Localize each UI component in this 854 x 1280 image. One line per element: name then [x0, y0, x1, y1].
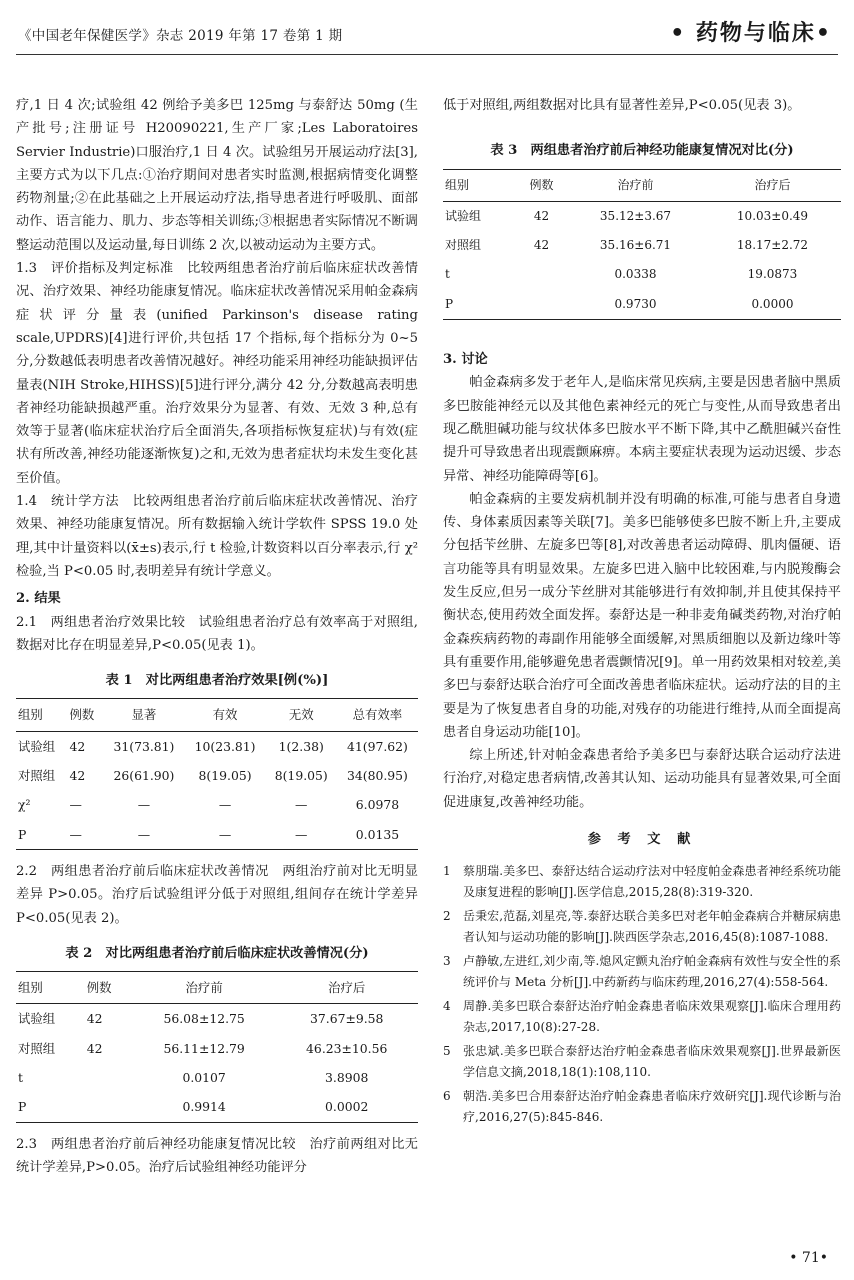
reference-text: 张忠斌.美多巴联合泰舒达治疗帕金森患者临床效果观察[J].世界最新医学信息文摘,2018,18(1):108,110. [463, 1044, 841, 1079]
table-cell: — [67, 820, 103, 850]
paragraph-result-continued: 低于对照组,两组数据对比具有显著性差异,P<0.05(见表 3)。 [443, 98, 801, 113]
table3-header: 治疗前 [567, 169, 704, 201]
table-row [16, 1004, 418, 1034]
table-cell: 34(80.95) [346, 768, 408, 784]
table-cell: 0.0107 [182, 1069, 226, 1085]
table-cell [516, 260, 567, 289]
reference-text: 岳秉宏,范磊,刘星亮,等.泰舒达联合美多巴对老年帕金森病合并糖尿病患者认知与运动功能的影响[J].陕西医学杂志,2016,45(8):1087-1088. [463, 909, 841, 944]
table-cell: 18.17±2.72 [736, 238, 809, 253]
table-row [16, 761, 418, 790]
table-cell: 56.11±12.79 [163, 1040, 245, 1056]
list-item [443, 906, 841, 947]
table-cell: 1(2.38) [278, 738, 324, 754]
references-title: 参 考 文 献 [587, 832, 697, 848]
table-row [443, 231, 841, 260]
table-cell: P [16, 1092, 85, 1122]
paragraph-statistics: 1.4 统计学方法 比较两组患者治疗前后临床症状改善情况、治疗效果、神经功能康复情况。所有数据输入统计学软件 SPSS 19.0 处理,其中计量资料以(x̄±s)表示,行 t 检验,计数资料以百分率表示,行 χ² 检验,当 P<0.05 时,表明差异有统计学意义。 [16, 494, 418, 579]
table-cell: 3.8908 [325, 1069, 369, 1085]
reference-number: 1 [443, 864, 451, 879]
table3 [443, 169, 841, 320]
table-cell: 42 [533, 238, 550, 253]
table-cell: 对照组 [445, 238, 482, 253]
reference-number: 6 [443, 1089, 451, 1104]
table1-header: 总有效率 [337, 699, 418, 731]
left-column [16, 94, 418, 1179]
table-row [16, 820, 418, 850]
table2-header: 治疗后 [275, 972, 418, 1004]
table-row [16, 1092, 418, 1122]
table-cell: 试验组 [18, 738, 56, 754]
right-column [443, 94, 841, 1131]
table1-header: 组别 [16, 699, 67, 731]
table-row [443, 260, 841, 289]
table3-title: 表 3 两组患者治疗前后神经功能康复情况对比(分) [490, 143, 794, 159]
table-cell: χ² [18, 797, 31, 813]
table-cell: — [185, 820, 266, 850]
table2 [16, 971, 418, 1122]
table-cell: — [69, 797, 82, 813]
table-cell: 对照组 [18, 1040, 56, 1056]
table-cell: 19.0873 [747, 267, 798, 282]
table-cell: — [266, 820, 337, 850]
table-cell: 56.08±12.75 [163, 1011, 245, 1027]
table-row [16, 1063, 418, 1092]
table-cell: 42 [533, 208, 550, 223]
paragraph-evaluation-criteria: 1.3 评价指标及判定标准 比较两组患者治疗前后临床症状改善情况、治疗效果、神经功能康复情况。临床症状改善情况采用帕金森病症状评分量表(unified Parkinson's disease rating scale,UPDRS)[4]进行评价,共包括 17 个指标,每个指标分为 0~5 分,分数越低表明患者改善情况越好。神经功能采用神经功能缺损评估量表(NIH Stroke,HIHSS)[5]进行评分,满分 42 分,分数越高表明患者神经功能缺损越严重。治疗效果分为显著、有效、无效 3 种,总有效等于显著(临床症状治疗后全面消失,各项指标恢复症状)与有效(症状有所改善,神经功能逐渐恢复)之和,无效为患者症状均未发生变化甚至价值。 [16, 261, 418, 486]
table-cell: 6.0978 [355, 797, 400, 813]
table-cell: 0.0002 [275, 1092, 418, 1122]
table-cell: 46.23±10.56 [306, 1040, 388, 1056]
table-cell: t [18, 1069, 23, 1085]
section-header: • 药物与临床• [670, 21, 832, 46]
table-cell: 0.9914 [133, 1092, 276, 1122]
table1-header: 有效 [185, 699, 266, 731]
table-cell: 8(19.05) [274, 768, 328, 784]
list-item [443, 951, 841, 992]
table-cell: 42 [69, 768, 86, 784]
table1-title: 表 1 对比两组患者治疗效果[例(%)] [105, 673, 329, 689]
table-cell: 42 [86, 1040, 103, 1056]
table-cell: 10(23.81) [194, 738, 256, 754]
table-cell: 31(73.81) [113, 738, 175, 754]
table-cell: — [218, 797, 232, 813]
table3-header: 例数 [516, 169, 567, 201]
table-cell [516, 290, 567, 320]
table-row [16, 1034, 418, 1063]
table-cell: 26(61.90) [113, 768, 175, 784]
table-cell: — [137, 797, 151, 813]
reference-number: 4 [443, 999, 451, 1014]
table-cell: 试验组 [18, 1011, 56, 1027]
table-cell: 0.9730 [567, 290, 704, 320]
reference-number: 3 [443, 954, 451, 969]
table-cell: — [295, 797, 308, 813]
reference-text: 朝浩.美多巴合用泰舒达治疗帕金森患者临床疗效研究[J].现代诊断与治疗,2016,27(5):845-846. [463, 1089, 841, 1124]
table-cell: — [103, 820, 184, 850]
table-cell: 10.03±0.49 [736, 208, 809, 223]
table-cell: 35.12±3.67 [599, 208, 672, 223]
table-cell: 42 [86, 1011, 103, 1027]
table-cell [85, 1092, 133, 1122]
table2-header: 治疗前 [133, 972, 276, 1004]
table1 [16, 698, 418, 849]
header-divider [16, 54, 838, 55]
table-cell: 35.16±6.71 [599, 238, 672, 253]
section-heading-results: 2. 结果 [16, 591, 61, 607]
reference-number: 5 [443, 1044, 451, 1059]
table2-header: 组别 [16, 972, 85, 1004]
table-row [16, 790, 418, 819]
table3-header: 治疗后 [704, 169, 841, 201]
table-cell: 试验组 [445, 208, 482, 223]
table-row [443, 290, 841, 320]
table1-header: 显著 [103, 699, 184, 731]
list-item [443, 996, 841, 1037]
table1-header: 例数 [67, 699, 103, 731]
list-item [443, 1041, 841, 1082]
table-cell: 0.0135 [337, 820, 418, 850]
references-list [443, 861, 841, 1127]
reference-text: 蔡朋瑞.美多巴、泰舒达结合运动疗法对中轻度帕金森患者神经系统功能及康复进程的影响[J].医学信息,2015,28(8):319-320. [463, 864, 841, 899]
table2-header: 例数 [85, 972, 133, 1004]
paragraph-discussion-1: 帕金森病多发于老年人,是临床常见疾病,主要是因患者脑中黑质多巴胺能神经元以及其他色素神经元的死亡与变性,从而导致患者出现乙酰胆碱功能与纹状体多巴胺水平不断下降,其中乙酰胆碱兴奋性提升可导致患者出现震颤麻痹。本病主要症状表现为运动迟缓、步态异常、神经功能障碍等[6]。 [443, 375, 841, 484]
table-cell: 42 [69, 738, 86, 754]
table-cell: 8(19.05) [198, 768, 252, 784]
table3-header: 组别 [443, 169, 516, 201]
table-cell: 0.0000 [704, 290, 841, 320]
journal-header: 《中国老年保健医学》杂志 2019 年第 17 卷第 1 期 [18, 28, 343, 44]
table-row [16, 731, 418, 761]
paragraph-conclusion: 综上所述,针对帕金森患者给予美多巴与泰舒达联合运动疗法进行治疗,对稳定患者病情,改善其认知、运动功能具有显著效果,可全面促进康复,改善神经功能。 [443, 748, 841, 810]
table-cell: 0.0338 [614, 267, 657, 282]
table-cell: P [443, 290, 516, 320]
paragraph-result-2-3: 2.3 两组患者治疗前后神经功能康复情况比较 治疗前两组对比无统计学差异,P>0.05。治疗后试验组神经功能评分 [16, 1136, 418, 1175]
table-cell: t [445, 267, 450, 282]
paragraph-result-2-1: 2.1 两组患者治疗效果比较 试验组患者治疗总有效率高于对照组,数据对比存在明显差异,P<0.05(见表 1)。 [16, 614, 418, 653]
paragraph-discussion-2: 帕金森病的主要发病机制并没有明确的标准,可能与患者自身遗传、身体素质因素等关联[7]。美多巴能够使多巴胺不断上升,主要成分包括苄丝肼、左旋多巴等[8],对改善患者运动障碍、肌肉僵硬、语言功能等具有明显效果。左旋多巴进入脑中比较困难,与内脱羧酶会发生反应,但另一成分苄丝肼对其能够进行有效抑制,并且使其保持平衡状态,使用药效全面发挥。泰舒达是一种非麦角碱类药物,对治疗帕金森疾病药物的毒副作用能够全面缓解,对黑质细胞以及新边缘叶等具有重要作用,能够避免患者震颤情况[9]。单一用药效果相对较差,美多巴与泰舒达联合治疗可全面改善患者临床症状。运动疗法的目的主要是为了恢复患者自身的功能,对残存的功能进行维持,从而全面提高患者自身运动功能[10]。 [443, 491, 841, 740]
table1-header: 无效 [266, 699, 337, 731]
list-item [443, 1086, 841, 1127]
table2-title: 表 2 对比两组患者治疗前后临床症状改善情况(分) [65, 945, 369, 961]
reference-text: 卢静敏,左进红,刘少南,等.熄风定颤丸治疗帕金森病有效性与安全性的系统评价与 Meta 分析[J].中药新药与临床药理,2016,27(4):558-564. [463, 954, 841, 989]
table-row [443, 201, 841, 231]
table-cell: 37.67±9.58 [309, 1011, 384, 1027]
paragraph-methods-treatment: 疗,1 日 4 次;试验组 42 例给予美多巴 125mg 与泰舒达 50mg (生产批号;注册证号 H20090221,生产厂家;Les Laboratoires Servier Industrie)口服治疗,1 日 4 次。试验组另开展运动疗法[3],主要方式为以下几点:①治疗期间对患者实时监测,根据病情变化调整药物剂量;②在此基础之上开展运动疗法,指导患者进行呼吸肌、面部动作、语言能力、肌力、步态等相关训练;③根据患者实际情况不断调整运动范围以及运动量,每日训练 2 次,以被动运动为主要方式。 [16, 98, 418, 253]
table-cell: P [16, 820, 67, 850]
section-heading-discussion: 3. 讨论 [443, 352, 488, 368]
table-cell: 41(97.62) [346, 738, 408, 754]
table-cell [85, 1063, 133, 1092]
reference-number: 2 [443, 909, 451, 924]
page-number: • 71• [789, 1250, 828, 1266]
table-cell: 对照组 [18, 768, 56, 784]
reference-text: 周静.美多巴联合泰舒达治疗帕金森患者临床效果观察[J].临床合理用药杂志,2017,10(8):27-28. [463, 999, 841, 1034]
paragraph-result-2-2: 2.2 两组患者治疗前后临床症状改善情况 两组治疗前对比无明显差异 P>0.05。治疗后试验组评分低于对照组,组间存在统计学差异 P<0.05(见表 2)。 [16, 863, 418, 926]
list-item [443, 861, 841, 902]
